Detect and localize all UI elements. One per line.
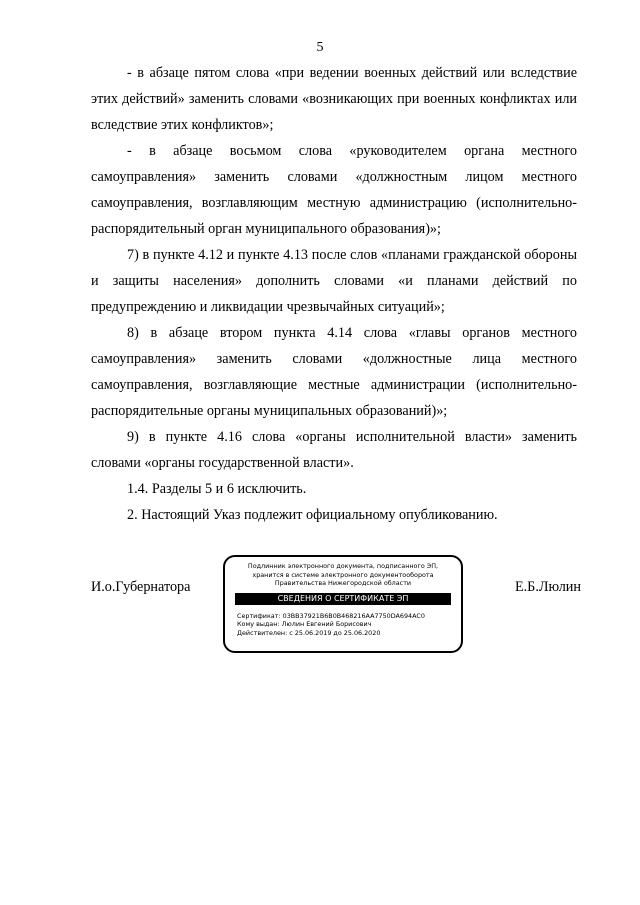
stamp-certificate-number: Сертификат: 03BB37921B6B0B468216AA7750DA694AC0 [237, 611, 425, 620]
stamp-details [237, 612, 461, 638]
stamp-header-line: хранится в системе электронного документооборота [252, 570, 434, 579]
stamp-header-line: Подлинник электронного документа, подписанного ЭП, [247, 562, 439, 570]
signer-name: Е.Б.Люлин [514, 579, 581, 595]
signer-position: И.о.Губернатора [91, 579, 191, 595]
stamp-certificate-bar: СВЕДЕНИЯ О СЕРТИФИКАТЕ ЭП [235, 593, 451, 605]
stamp-validity: Действителен: с 25.06.2019 до 25.06.2020 [237, 628, 381, 637]
electronic-signature-stamp [223, 555, 463, 653]
paragraph-item-9: 9) в пункте 4.16 слова «органы исполнительной власти» заменить словами «органы государственной власти». [91, 429, 577, 471]
paragraph-1-4: 1.4. Разделы 5 и 6 исключить. [127, 481, 307, 497]
paragraph-item-8: 8) в абзаце втором пункта 4.14 слова «главы органов местного самоуправления» заменить словами «должностные лица местного самоуправления, возглавляющие местные администрации (исполнительно-распорядительные органы муниципальных образований)»; [91, 325, 577, 419]
document-body [91, 60, 577, 528]
stamp-issued-to: Кому выдан: Люлин Евгений Борисович [237, 620, 372, 629]
paragraph-abzac-5: - в абзаце пятом слова «при ведении военных действий или вследствие этих действий» заменить словами «возникающих при военных конфликтах или вследствие этих конфликтов»; [91, 65, 577, 133]
paragraph-abzac-8: - в абзаце восьмом слова «руководителем органа местного самоуправления» заменить словами «должностным лицом местного самоуправления, возглавляющим местную администрацию (исполнительно-распорядительный орган муниципального образования)»; [91, 143, 577, 237]
paragraph-2: 2. Настоящий Указ подлежит официальному опубликованию. [127, 507, 498, 523]
page-number: 5 [316, 40, 324, 55]
stamp-header-line: Правительства Нижегородской области [274, 579, 412, 588]
stamp-header [225, 562, 461, 588]
paragraph-item-7: 7) в пункте 4.12 и пункте 4.13 после слов «планами гражданской обороны и защиты населения» дополнить словами «и планами действий по предупреждению и ликвидации чрезвычайных ситуаций»; [91, 247, 577, 315]
signature-block [91, 555, 581, 657]
